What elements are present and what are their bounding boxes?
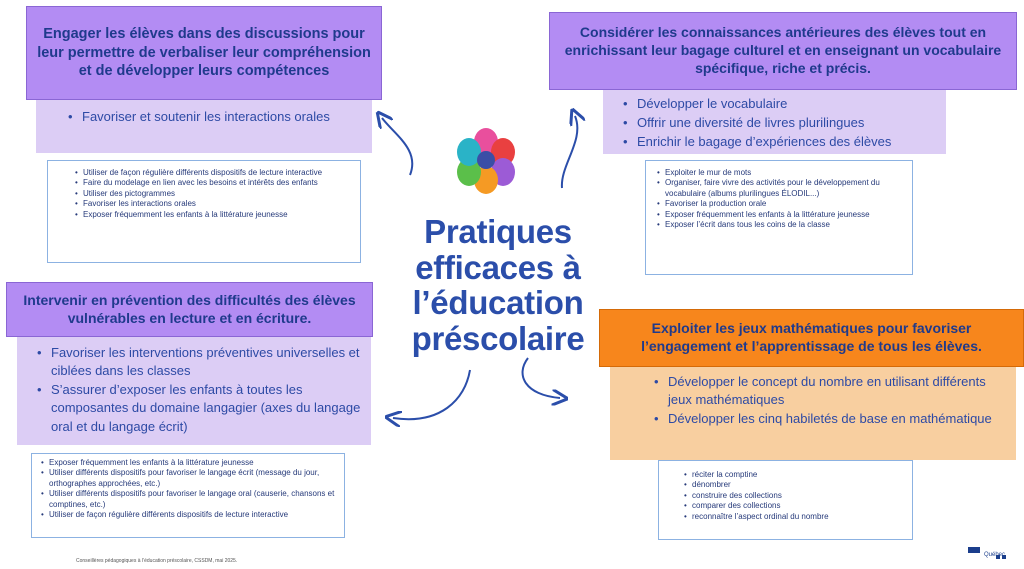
detail-item: • Favoriser la production orale [656, 199, 904, 209]
detail-item: • construire des collections [683, 491, 904, 501]
center-title-line-1: Pratiques [424, 213, 572, 250]
top-right-bullets [603, 90, 946, 154]
detail-item: • Utiliser des pictogrammes [74, 189, 352, 199]
top-right-bullet: • Offrir une diversité de livres plurilingues [621, 114, 936, 133]
detail-item: • Exposer fréquemment les enfants à la littérature jeunesse [656, 210, 904, 220]
detail-item: • Organiser, faire vivre des activités pour le développement du vocabulaire (albums plurilingues ÉLODIL...) [656, 178, 904, 199]
bottom-left-title: Intervenir en prévention des difficultés des élèves vulnérables en lecture et en écriture. [6, 282, 373, 337]
arrow-bottom-right [523, 358, 560, 398]
detail-item: • Exposer fréquemment les enfants à la littérature jeunesse [40, 458, 338, 468]
center-title [396, 214, 600, 357]
bottom-right-bullets [610, 367, 1016, 460]
detail-item: • Favoriser les interactions orales [74, 199, 352, 209]
center-title-line-4: préscolaire [411, 319, 585, 357]
detail-item: • Faire du modelage en lien avec les besoins et intérêts des enfants [74, 178, 352, 188]
top-right-details [645, 160, 913, 275]
detail-item: • Exposer fréquemment les enfants à la littérature jeunesse [74, 210, 352, 220]
detail-item: • dénombrer [683, 480, 904, 490]
footer-credit: Conseillères pédagogiques à l’éducation préscolaire, CSSDM, mai 2025. [76, 558, 238, 564]
arrow-bottom-left [393, 370, 470, 419]
arrow-top-left [382, 118, 412, 175]
top-left-bullet: • Favoriser et soutenir les interactions orales [66, 108, 358, 126]
top-left-title: Engager les élèves dans des discussions pour leur permettre de verbaliser leur compréhension et de développer leurs compétences [26, 6, 382, 100]
detail-item: • Exploiter le mur de mots [656, 168, 904, 178]
top-left-bullets [36, 100, 372, 153]
detail-item: • Utiliser différents dispositifs pour favoriser le langage écrit (message du jour, orthographes approchées, etc.) [40, 468, 338, 489]
center-title-line-2: efficaces à [415, 248, 581, 286]
detail-item: • Utiliser de façon régulière différents dispositifs de lecture interactive [74, 168, 352, 178]
top-left-details [47, 160, 361, 263]
bottom-right-bullet: • Développer le concept du nombre en utilisant différents jeux mathématiques [652, 373, 1006, 410]
detail-item: • réciter la comptine [683, 470, 904, 480]
bottom-right-details [658, 460, 913, 540]
bottom-left-bullet: • Favoriser les interventions préventives universelles et ciblées dans les classes [35, 344, 361, 381]
bottom-right-title: Exploiter les jeux mathématiques pour favoriser l’engagement et l’apprentissage de tous les élèves. [599, 309, 1024, 367]
detail-item: • Exposer l’écrit dans tous les coins de la classe [656, 220, 904, 230]
top-right-bullet: • Développer le vocabulaire [621, 95, 936, 114]
center-title-line-3: l’éducation [412, 284, 584, 322]
flower-center [477, 151, 495, 169]
top-right-title: Considérer les connaissances antérieures des élèves tout en enrichissant leur bagage culturel et en enseignant un vocabulaire spécifique, riche et précis. [549, 12, 1017, 90]
top-right-bullet: • Enrichir le bagage d’expériences des élèves [621, 133, 936, 152]
detail-item: • Utiliser de façon régulière différents dispositifs de lecture interactive [40, 510, 338, 520]
bottom-left-bullet: • S’assurer d’exposer les enfants à toutes les composantes du domaine langagier (axes du langage oral et du langage écrit) [35, 381, 361, 436]
detail-item: • Utiliser différents dispositifs pour favoriser le langage oral (causerie, chansons et comptines, etc.) [40, 489, 338, 510]
bottom-left-details [31, 453, 345, 538]
detail-item: • comparer des collections [683, 501, 904, 511]
bottom-right-bullet: • Développer les cinq habiletés de base en mathématique [652, 410, 1006, 428]
arrow-top-right [562, 116, 577, 188]
flower-graphic [443, 122, 529, 198]
quebec-logo-text: Québec [984, 552, 1006, 558]
bottom-left-bullets [17, 337, 371, 445]
detail-item: • reconnaître l’aspect ordinal du nombre [683, 512, 904, 522]
